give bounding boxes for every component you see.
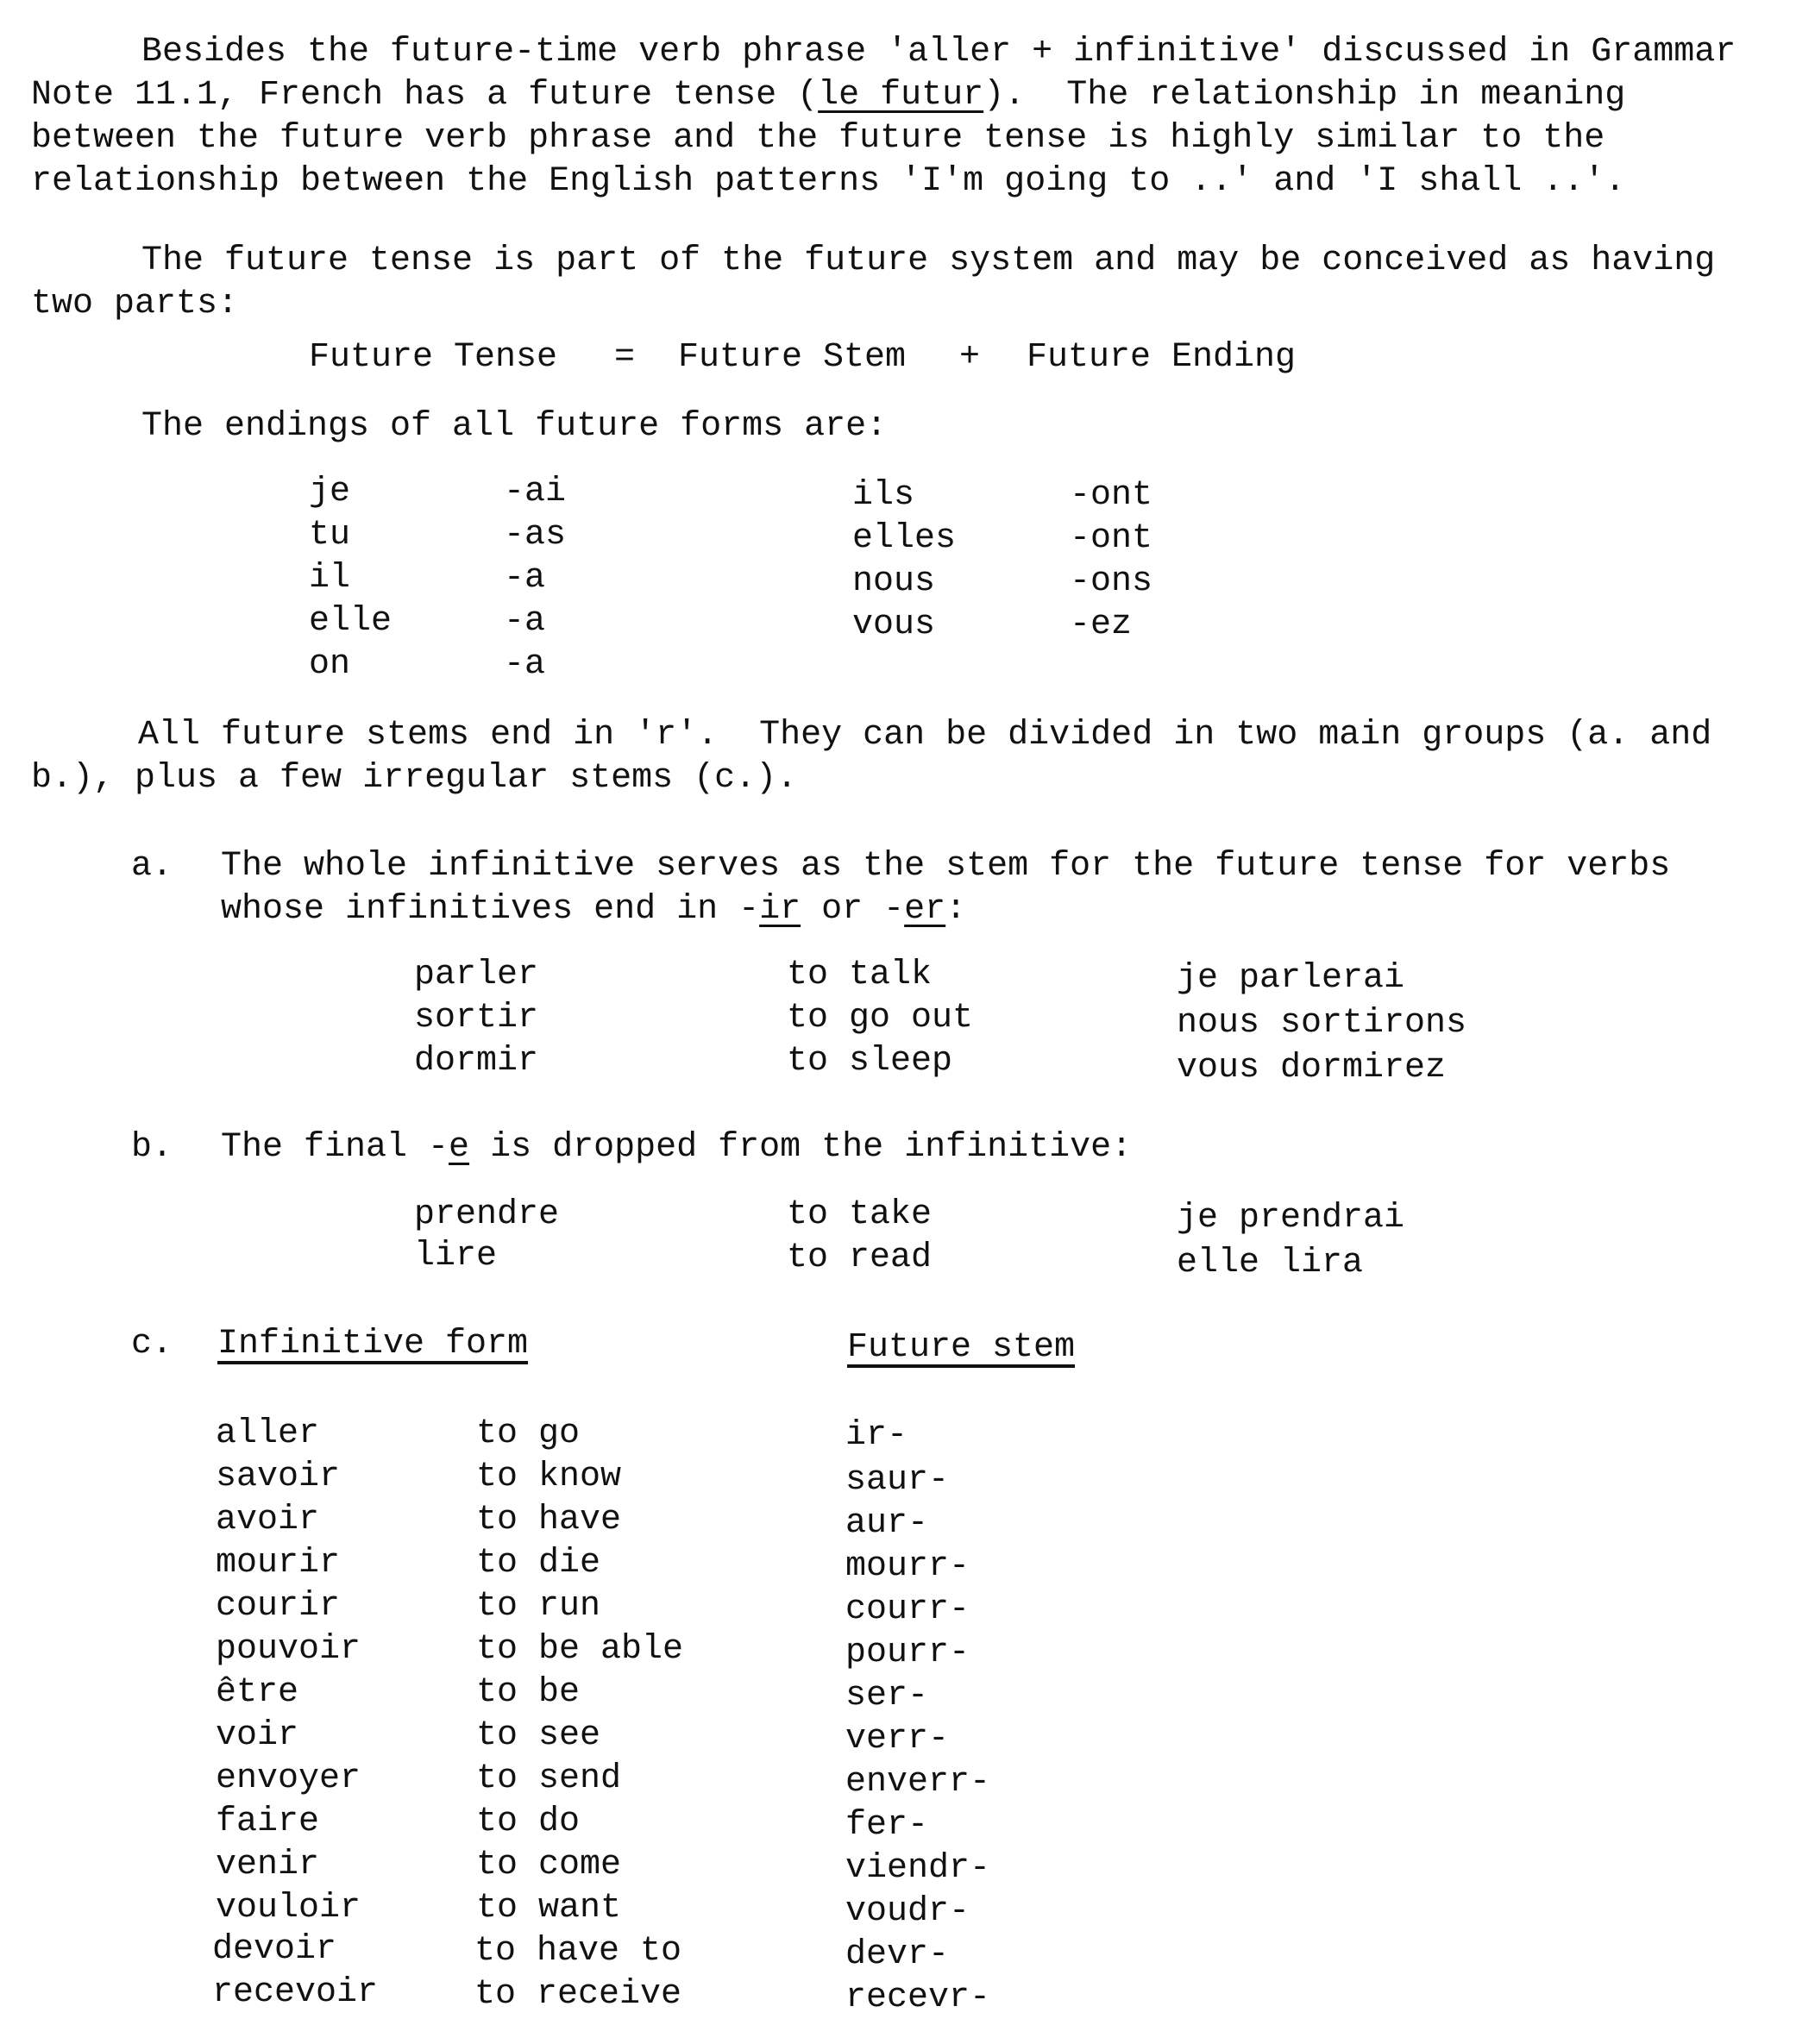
stem: ir- xyxy=(845,1416,908,1455)
pronoun: tu xyxy=(309,516,351,555)
verb: envoyer xyxy=(216,1759,361,1798)
meaning: to go out xyxy=(787,999,974,1038)
example: je parlerai xyxy=(1177,959,1405,998)
stem: courr- xyxy=(845,1590,970,1629)
meaning: to know xyxy=(476,1458,622,1496)
intro-paragraph xyxy=(31,31,1791,204)
verb: être xyxy=(216,1673,299,1712)
section-a-text-after: : xyxy=(945,890,967,929)
verb: savoir xyxy=(216,1458,341,1496)
stems-paragraph: All future stems end in 'r'. They can be divided in two main groups (a. and b.), plus a few irregular stems (c.). xyxy=(31,716,1733,798)
meaning: to talk xyxy=(787,956,933,994)
verb: pouvoir xyxy=(216,1630,361,1669)
stem: recevr- xyxy=(845,1978,991,2017)
header-future-stem: Future stem xyxy=(847,1328,1076,1367)
verb: vouloir xyxy=(216,1889,361,1928)
meaning: to run xyxy=(476,1587,601,1626)
meaning: to read xyxy=(787,1238,933,1277)
stem: voudr- xyxy=(845,1892,970,1931)
meaning: to send xyxy=(476,1759,622,1798)
verb: prendre xyxy=(414,1195,560,1234)
ending: -ons xyxy=(1070,562,1153,601)
formula-ending: Future Ending xyxy=(1027,338,1297,377)
verb: recevoir xyxy=(212,1973,379,2012)
verb: voir xyxy=(216,1716,299,1755)
verb: dormir xyxy=(414,1042,539,1081)
ending: -a xyxy=(504,645,546,684)
meaning: to come xyxy=(476,1846,622,1884)
stem: ser- xyxy=(845,1677,929,1715)
pronoun: elle xyxy=(309,602,393,641)
verb: faire xyxy=(216,1803,320,1841)
ending: -ez xyxy=(1070,605,1133,644)
example: nous sortirons xyxy=(1177,1004,1467,1043)
verb: parler xyxy=(414,956,539,994)
meaning: to have to xyxy=(474,1932,682,1971)
section-a-text-mid: or - xyxy=(801,890,905,929)
section-b-text-after: is dropped from the infinitive: xyxy=(469,1128,1133,1167)
meaning: to be xyxy=(476,1673,581,1712)
ending: -ont xyxy=(1070,476,1153,515)
pronoun: vous xyxy=(852,605,936,644)
example: vous dormirez xyxy=(1177,1049,1447,1088)
formula-stem: Future Stem xyxy=(678,338,907,377)
pronoun: il xyxy=(309,559,351,598)
ending: -ont xyxy=(1070,519,1153,558)
verb: devoir xyxy=(212,1930,337,1969)
stem: verr- xyxy=(845,1720,950,1759)
ending: -as xyxy=(504,516,567,555)
section-b-marker: b. xyxy=(131,1128,173,1167)
verb: sortir xyxy=(414,999,539,1038)
verb: courir xyxy=(216,1587,341,1626)
meaning: to want xyxy=(476,1889,622,1928)
ending: -a xyxy=(504,602,546,641)
meaning: to receive xyxy=(474,1975,682,2014)
stem: fer- xyxy=(845,1806,929,1845)
intro-text-after: ). The relationship in meaning between the future verb phrase and the future tense is highly similar to the relationship between the English patterns 'I'm going to ..' and 'I shall ..'. xyxy=(31,76,1647,201)
section-a-text xyxy=(221,845,1791,931)
formula-left: Future Tense xyxy=(309,338,558,377)
le-futur-term: le futur xyxy=(818,76,984,115)
system-paragraph: The future tense is part of the future system and may be conceived as having two parts: xyxy=(31,241,1736,323)
stem: aur- xyxy=(845,1504,929,1543)
stem: pourr- xyxy=(845,1633,970,1672)
meaning: to take xyxy=(787,1195,933,1234)
meaning: to sleep xyxy=(787,1042,953,1081)
pronoun: on xyxy=(309,645,351,684)
stem: devr- xyxy=(845,1935,950,1974)
stem: enverr- xyxy=(845,1763,991,1802)
verb: lire xyxy=(414,1237,498,1276)
pronoun: ils xyxy=(852,476,915,515)
meaning: to have xyxy=(476,1501,622,1539)
verb: avoir xyxy=(216,1501,320,1539)
stem: mourr- xyxy=(845,1547,970,1586)
endings-intro: The endings of all future forms are: xyxy=(141,407,888,446)
example: je prendrai xyxy=(1177,1199,1405,1238)
er-suffix: er xyxy=(904,890,946,929)
meaning: to do xyxy=(476,1803,581,1841)
header-infinitive-form: Infinitive form xyxy=(217,1325,529,1364)
meaning: to be able xyxy=(476,1630,684,1669)
section-b-text-before: The final - xyxy=(221,1128,449,1167)
section-c-marker: c. xyxy=(131,1325,173,1364)
meaning: to go xyxy=(476,1414,581,1453)
pronoun: elles xyxy=(852,519,957,558)
stem: viendr- xyxy=(845,1849,991,1888)
section-a-text-before: The whole infinitive serves as the stem for the future tense for verbs whose infinitives end in - xyxy=(221,847,1692,929)
section-b-text xyxy=(221,1126,1132,1169)
stem: saur- xyxy=(845,1461,950,1500)
meaning: to see xyxy=(476,1716,601,1755)
pronoun: je xyxy=(309,473,351,511)
section-a-marker: a. xyxy=(131,847,173,886)
formula-plus: + xyxy=(959,338,981,377)
intro-text-before: Besides the future-time verb phrase 'aller + infinitive' discussed in Grammar Note 11.1, French has a future tense ( xyxy=(31,33,1757,115)
verb: aller xyxy=(216,1414,320,1453)
ending: -a xyxy=(504,559,546,598)
e-suffix: e xyxy=(449,1128,470,1167)
pronoun: nous xyxy=(852,562,936,601)
ir-suffix: ir xyxy=(759,890,801,929)
verb: venir xyxy=(216,1846,320,1884)
meaning: to die xyxy=(476,1544,601,1583)
verb: mourir xyxy=(216,1544,341,1583)
example: elle lira xyxy=(1177,1244,1364,1282)
ending: -ai xyxy=(504,473,567,511)
formula-equals: = xyxy=(614,338,636,377)
